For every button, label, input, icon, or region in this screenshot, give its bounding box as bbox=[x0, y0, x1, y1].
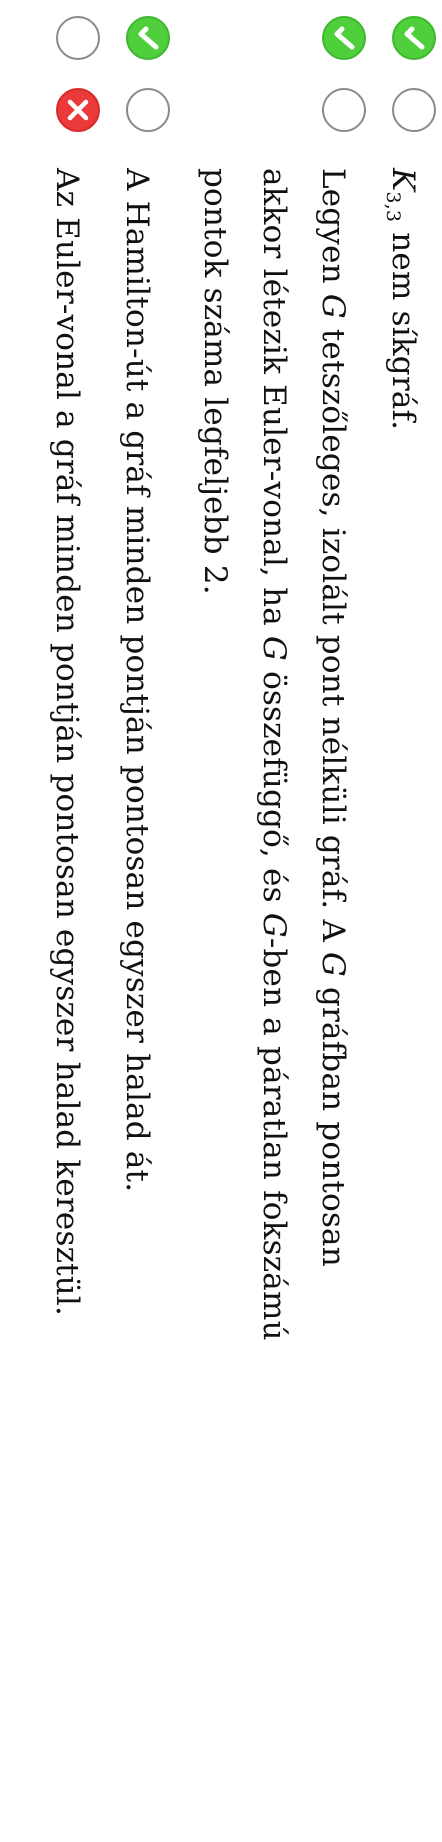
check-icon bbox=[394, 18, 434, 58]
statement-text bbox=[363, 168, 432, 1828]
math-subscript: 3,3 bbox=[382, 191, 404, 223]
statement-row bbox=[368, 0, 438, 1842]
answer-marks bbox=[120, 10, 172, 134]
true-option-correct[interactable] bbox=[322, 16, 366, 60]
math-k: K bbox=[385, 168, 421, 192]
true-option-correct[interactable] bbox=[392, 16, 436, 60]
statement-row bbox=[102, 0, 172, 1842]
statement-rest: nem síkgráf. bbox=[385, 222, 421, 431]
statement-line: pontok száma legfeljebb 2. bbox=[197, 168, 233, 595]
true-option-correct[interactable] bbox=[126, 16, 170, 60]
answer-marks bbox=[50, 10, 102, 134]
statement-row bbox=[178, 0, 368, 1842]
statement-line: Legyen G tetszőleges, izolált pont nélküli gráf. A G gráfban pontosan bbox=[315, 168, 351, 1267]
cross-icon bbox=[58, 90, 98, 130]
statement-line: akkor létezik Euler-vonal, ha G összefüggő, és G-ben a páratlan fokszámú bbox=[256, 168, 292, 1341]
false-option-empty[interactable] bbox=[322, 88, 366, 132]
false-option-empty[interactable] bbox=[126, 88, 170, 132]
false-option-empty[interactable] bbox=[392, 88, 436, 132]
true-option-empty[interactable] bbox=[56, 16, 100, 60]
answer-marks bbox=[386, 10, 438, 134]
statement-text: A Hamilton-út a gráf minden pontján pontosan egyszer halad át. bbox=[119, 168, 155, 1193]
false-option-wrong[interactable] bbox=[56, 88, 100, 132]
check-icon bbox=[324, 18, 364, 58]
statement-text bbox=[185, 168, 362, 1828]
check-icon bbox=[128, 18, 168, 58]
statement-row bbox=[32, 0, 102, 1842]
answer-marks bbox=[316, 10, 368, 134]
statement-text: Az Euler-vonal a gráf minden pontján pontosan egyszer halad keresztül. bbox=[49, 168, 85, 1317]
